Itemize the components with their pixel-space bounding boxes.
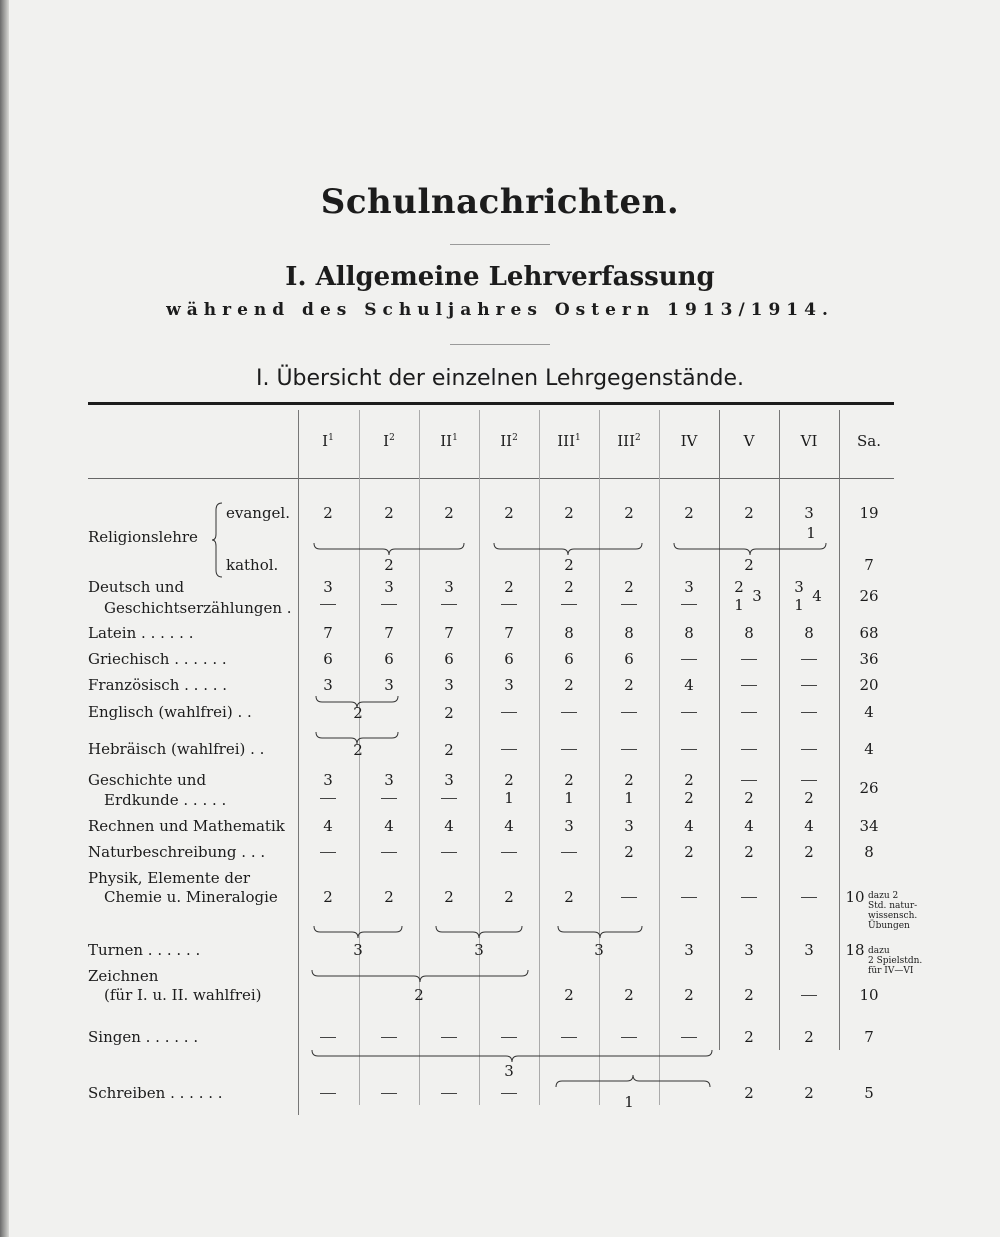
cell-franzoesisch: 3 bbox=[444, 676, 454, 694]
cell-deutsch: 2 bbox=[624, 578, 634, 596]
label-turnen: Turnen . . . . . . bbox=[88, 941, 201, 959]
cell-hebraeisch-sum: 4 bbox=[864, 740, 874, 758]
cell-kathol-group: 2 bbox=[564, 556, 574, 574]
cell-franzoesisch: 3 bbox=[323, 676, 333, 694]
col-header-vi: VI bbox=[800, 432, 818, 450]
cell-singen: 7 bbox=[864, 1028, 874, 1046]
cell-physik: 2 bbox=[504, 888, 514, 906]
cell-englisch-dash bbox=[681, 712, 697, 713]
cell-evangel: 3 bbox=[804, 504, 814, 522]
cell-singen bbox=[681, 1037, 697, 1038]
cell-hebraeisch-dash bbox=[561, 749, 577, 750]
cell-deutsch: 3 bbox=[323, 578, 333, 596]
grouping-brace bbox=[674, 543, 826, 555]
label-physik-1: Physik, Elemente der bbox=[88, 869, 251, 887]
cell-deutsch-dash bbox=[561, 604, 577, 605]
label-zeichnen-2: (für I. u. II. wahlfrei) bbox=[104, 986, 262, 1004]
cell-geschichte: 2 bbox=[684, 789, 694, 807]
cell-physik: 2 bbox=[444, 888, 454, 906]
cell-rechnen: 4 bbox=[323, 817, 333, 835]
cell-naturbeschreibung bbox=[501, 852, 517, 853]
cell-rechnen: 34 bbox=[859, 817, 879, 835]
cell-deutsch: 3 bbox=[684, 578, 694, 596]
cell-franzoesisch: 3 bbox=[504, 676, 514, 694]
cell-englisch-dash bbox=[621, 712, 637, 713]
cell-turnen: 3 bbox=[594, 941, 604, 959]
cell-griechisch bbox=[801, 659, 817, 660]
cell-deutsch-dash bbox=[501, 604, 517, 605]
cell-evangel: 2 bbox=[384, 504, 394, 522]
cell-geschichte: 1 bbox=[624, 789, 634, 807]
cell-zeichnen bbox=[801, 995, 817, 996]
cell-zeichnen: 2 bbox=[684, 986, 694, 1004]
label-deutsch-2: Geschichtserzählungen . bbox=[104, 599, 292, 617]
grouping-brace bbox=[436, 926, 522, 938]
col-header-ii1: $II^1$ bbox=[440, 432, 458, 450]
cell-schreiben: 2 bbox=[744, 1084, 754, 1102]
cell-deutsch: 2 bbox=[564, 578, 574, 596]
cell-latein: 68 bbox=[859, 624, 879, 642]
cell-deutsch-dash bbox=[441, 604, 457, 605]
label-hebraeisch: Hebräisch (wahlfrei) . . bbox=[88, 740, 265, 758]
col-header-iv: IV bbox=[680, 432, 698, 450]
cell-turnen: 3 bbox=[353, 941, 363, 959]
cell-singen: 2 bbox=[804, 1028, 814, 1046]
cell-physik bbox=[741, 897, 757, 898]
label-griechisch: Griechisch . . . . . . bbox=[88, 650, 227, 668]
cell-physik-sum: 10 bbox=[845, 888, 865, 906]
cell-englisch-dash bbox=[801, 712, 817, 713]
cell-zeichnen: 2 bbox=[414, 986, 424, 1004]
cell-englisch-dash bbox=[741, 712, 757, 713]
cell-geschichte: 2 bbox=[504, 771, 514, 789]
cell-schreiben-dash bbox=[441, 1093, 457, 1094]
cell-naturbeschreibung bbox=[320, 852, 336, 853]
page-title: Schulnachrichten. bbox=[320, 182, 680, 222]
cell-latein: 7 bbox=[444, 624, 454, 642]
col-header-i1: $I^1$ bbox=[322, 432, 334, 450]
cell-turnen: 3 bbox=[474, 941, 484, 959]
cell-franzoesisch: 4 bbox=[684, 676, 694, 694]
cell-franzoesisch: 3 bbox=[384, 676, 394, 694]
cell-franzoesisch: 2 bbox=[624, 676, 634, 694]
cell-franzoesisch: 20 bbox=[859, 676, 879, 694]
col-header-sum: Sa. bbox=[857, 432, 881, 450]
cell-griechisch: 6 bbox=[323, 650, 333, 668]
cell-kathol-group: 2 bbox=[384, 556, 394, 574]
cell-turnen-sum: 18 bbox=[845, 941, 865, 959]
cell-zeichnen: 2 bbox=[624, 986, 634, 1004]
col-header-ii2: $II^2$ bbox=[500, 432, 518, 450]
label-deutsch-1: Deutsch und bbox=[88, 578, 185, 596]
cell-griechisch bbox=[681, 659, 697, 660]
cell-physik bbox=[801, 897, 817, 898]
cell-schreiben-dash bbox=[320, 1093, 336, 1094]
cell-hebraeisch-dash bbox=[681, 749, 697, 750]
cell-deutsch-sum: 26 bbox=[859, 587, 879, 605]
cell-singen-joint: 3 bbox=[504, 1062, 514, 1080]
cell-griechisch: 6 bbox=[624, 650, 634, 668]
cell-geschichte: 3 bbox=[444, 771, 454, 789]
cell-naturbeschreibung: 2 bbox=[744, 843, 754, 861]
cell-geschichte: 2 bbox=[624, 771, 634, 789]
cell-deutsch-dash bbox=[681, 604, 697, 605]
cell-naturbeschreibung: 2 bbox=[624, 843, 634, 861]
cell-evangel: 19 bbox=[859, 504, 879, 522]
cell-griechisch: 6 bbox=[564, 650, 574, 668]
cell-rechnen: 4 bbox=[804, 817, 814, 835]
cell-deutsch-v: 2 bbox=[734, 578, 744, 596]
cell-latein: 8 bbox=[564, 624, 574, 642]
physik-note: dazu 2 Std. natur- wissensch. Übungen bbox=[868, 891, 918, 931]
cell-englisch-dash bbox=[561, 712, 577, 713]
cell-kathol-group: 2 bbox=[744, 556, 754, 574]
grouping-brace bbox=[312, 970, 528, 982]
label-kathol: kathol. bbox=[226, 556, 279, 574]
grouping-brace bbox=[312, 1050, 712, 1062]
cell-rechnen: 4 bbox=[744, 817, 754, 835]
cell-deutsch-vi: 4 bbox=[812, 587, 822, 605]
cell-physik: 2 bbox=[323, 888, 333, 906]
cell-geschichte: 3 bbox=[384, 771, 394, 789]
label-rechnen: Rechnen und Mathematik bbox=[88, 817, 285, 835]
label-physik-2: Chemie u. Mineralogie bbox=[104, 888, 278, 906]
cell-evangel: 2 bbox=[323, 504, 333, 522]
cell-englisch-sum: 4 bbox=[864, 703, 874, 721]
cell-naturbeschreibung: 2 bbox=[684, 843, 694, 861]
cell-latein: 7 bbox=[323, 624, 333, 642]
cell-hebraeisch-dash bbox=[801, 749, 817, 750]
cell-griechisch bbox=[741, 659, 757, 660]
cell-naturbeschreibung: 8 bbox=[864, 843, 874, 861]
cell-deutsch-dash bbox=[381, 604, 397, 605]
cell-naturbeschreibung: 2 bbox=[804, 843, 814, 861]
cell-franzoesisch bbox=[801, 685, 817, 686]
cell-griechisch: 6 bbox=[444, 650, 454, 668]
cell-deutsch-dash bbox=[320, 604, 336, 605]
cell-evangel: 2 bbox=[444, 504, 454, 522]
cell-evangel: 2 bbox=[744, 504, 754, 522]
cell-griechisch: 6 bbox=[384, 650, 394, 668]
cell-turnen: 3 bbox=[804, 941, 814, 959]
cell-rechnen: 3 bbox=[564, 817, 574, 835]
cell-evangel: 2 bbox=[624, 504, 634, 522]
cell-geschichte: 2 bbox=[564, 771, 574, 789]
cell-naturbeschreibung bbox=[441, 852, 457, 853]
cell-geschichte: 2 bbox=[684, 771, 694, 789]
cell-evangel: 2 bbox=[504, 504, 514, 522]
cell-deutsch: 3 bbox=[384, 578, 394, 596]
cell-schreiben-sum: 5 bbox=[864, 1084, 874, 1102]
cell-turnen: 3 bbox=[744, 941, 754, 959]
cell-rechnen: 4 bbox=[504, 817, 514, 835]
cell-geschichte bbox=[441, 798, 457, 799]
cell-hebraeisch: 2 bbox=[353, 741, 363, 759]
cell-franzoesisch bbox=[741, 685, 757, 686]
cell-latein: 8 bbox=[624, 624, 634, 642]
label-geschichte-1: Geschichte und bbox=[88, 771, 207, 789]
cell-singen bbox=[320, 1037, 336, 1038]
cell-deutsch: 2 bbox=[504, 578, 514, 596]
cell-geschichte: 2 bbox=[804, 789, 814, 807]
cell-latein: 8 bbox=[804, 624, 814, 642]
label-latein: Latein . . . . . . bbox=[88, 624, 194, 642]
label-singen: Singen . . . . . . bbox=[88, 1028, 199, 1046]
section-subheading: während des Schuljahres Ostern 1913/1914. bbox=[166, 300, 834, 320]
cell-singen bbox=[561, 1037, 577, 1038]
cell-kathol-sum: 7 bbox=[864, 556, 874, 574]
cell-singen bbox=[441, 1037, 457, 1038]
cell-schreiben-dash bbox=[381, 1093, 397, 1094]
label-englisch: Englisch (wahlfrei) . . bbox=[88, 703, 252, 721]
turnen-note: dazu 2 Spielstdn. für IV—VI bbox=[868, 946, 923, 976]
cell-singen bbox=[621, 1037, 637, 1038]
cell-franzoesisch: 2 bbox=[564, 676, 574, 694]
cell-naturbeschreibung bbox=[381, 852, 397, 853]
label-franzoesisch: Französisch . . . . . bbox=[88, 676, 228, 694]
cell-geschichte bbox=[801, 780, 817, 781]
cell-geschichte-sum: 26 bbox=[859, 779, 879, 797]
cell-rechnen: 4 bbox=[684, 817, 694, 835]
cell-latein: 8 bbox=[744, 624, 754, 642]
cell-englisch-dash bbox=[501, 712, 517, 713]
cell-rechnen: 4 bbox=[444, 817, 454, 835]
cell-naturbeschreibung bbox=[561, 852, 577, 853]
col-header-iii1: III$^1$ bbox=[557, 432, 581, 450]
cell-singen bbox=[381, 1037, 397, 1038]
label-religionslehre: Religionslehre bbox=[88, 528, 198, 546]
cell-geschichte: 2 bbox=[744, 789, 754, 807]
cell-deutsch: 3 bbox=[444, 578, 454, 596]
cell-physik: 2 bbox=[384, 888, 394, 906]
cell-hebraeisch-dash bbox=[741, 749, 757, 750]
cell-rechnen: 3 bbox=[624, 817, 634, 835]
label-evangel: evangel. bbox=[226, 504, 290, 522]
cell-evangel-extra: 1 bbox=[806, 524, 816, 542]
cell-physik: 2 bbox=[564, 888, 574, 906]
cell-deutsch-v: 3 bbox=[752, 587, 762, 605]
cell-deutsch-vi: 1 bbox=[794, 596, 804, 614]
grouping-brace bbox=[558, 926, 642, 938]
cell-zeichnen: 2 bbox=[744, 986, 754, 1004]
cell-evangel: 2 bbox=[684, 504, 694, 522]
cell-physik bbox=[681, 897, 697, 898]
cell-zeichnen-sum: 10 bbox=[859, 986, 879, 1004]
cell-geschichte: 1 bbox=[564, 789, 574, 807]
section-heading: I. Allgemeine Lehrverfassung bbox=[285, 262, 715, 292]
cell-schreiben-dash bbox=[501, 1093, 517, 1094]
grouping-brace bbox=[556, 1075, 710, 1087]
label-schreiben: Schreiben . . . . . . bbox=[88, 1084, 223, 1102]
cell-griechisch: 36 bbox=[859, 650, 879, 668]
col-header-iii2: III$^2$ bbox=[617, 432, 641, 450]
cell-geschichte bbox=[320, 798, 336, 799]
cell-hebraeisch: 2 bbox=[444, 741, 454, 759]
cell-deutsch-vi: 3 bbox=[794, 578, 804, 596]
cell-geschichte bbox=[381, 798, 397, 799]
cell-latein: 7 bbox=[384, 624, 394, 642]
cell-deutsch-v: 1 bbox=[734, 596, 744, 614]
cell-griechisch: 6 bbox=[504, 650, 514, 668]
grouping-brace bbox=[314, 926, 402, 938]
col-header-v: V bbox=[743, 432, 755, 450]
label-naturbeschreibung: Naturbeschreibung . . . bbox=[88, 843, 266, 861]
cell-rechnen: 4 bbox=[384, 817, 394, 835]
grouping-brace bbox=[314, 543, 464, 555]
label-geschichte-2: Erdkunde . . . . . bbox=[104, 791, 227, 809]
cell-zeichnen: 2 bbox=[564, 986, 574, 1004]
cell-schreiben: 2 bbox=[804, 1084, 814, 1102]
label-zeichnen-1: Zeichnen bbox=[88, 967, 159, 985]
cell-latein: 7 bbox=[504, 624, 514, 642]
cell-singen bbox=[501, 1037, 517, 1038]
grouping-brace bbox=[494, 543, 642, 555]
cell-hebraeisch-dash bbox=[501, 749, 517, 750]
cell-englisch: 2 bbox=[353, 704, 363, 722]
cell-schreiben-joint: 1 bbox=[624, 1093, 634, 1111]
cell-geschichte: 1 bbox=[504, 789, 514, 807]
cell-turnen: 3 bbox=[684, 941, 694, 959]
cell-geschichte bbox=[741, 780, 757, 781]
cell-physik bbox=[621, 897, 637, 898]
cell-geschichte: 3 bbox=[323, 771, 333, 789]
col-header-i2: $I^2$ bbox=[383, 432, 395, 450]
cell-deutsch-dash bbox=[621, 604, 637, 605]
cell-evangel: 2 bbox=[564, 504, 574, 522]
table-title: I. Übersicht der einzelnen Lehrgegenstände. bbox=[255, 366, 745, 391]
cell-hebraeisch-dash bbox=[621, 749, 637, 750]
cell-latein: 8 bbox=[684, 624, 694, 642]
cell-englisch: 2 bbox=[444, 704, 454, 722]
cell-singen: 2 bbox=[744, 1028, 754, 1046]
